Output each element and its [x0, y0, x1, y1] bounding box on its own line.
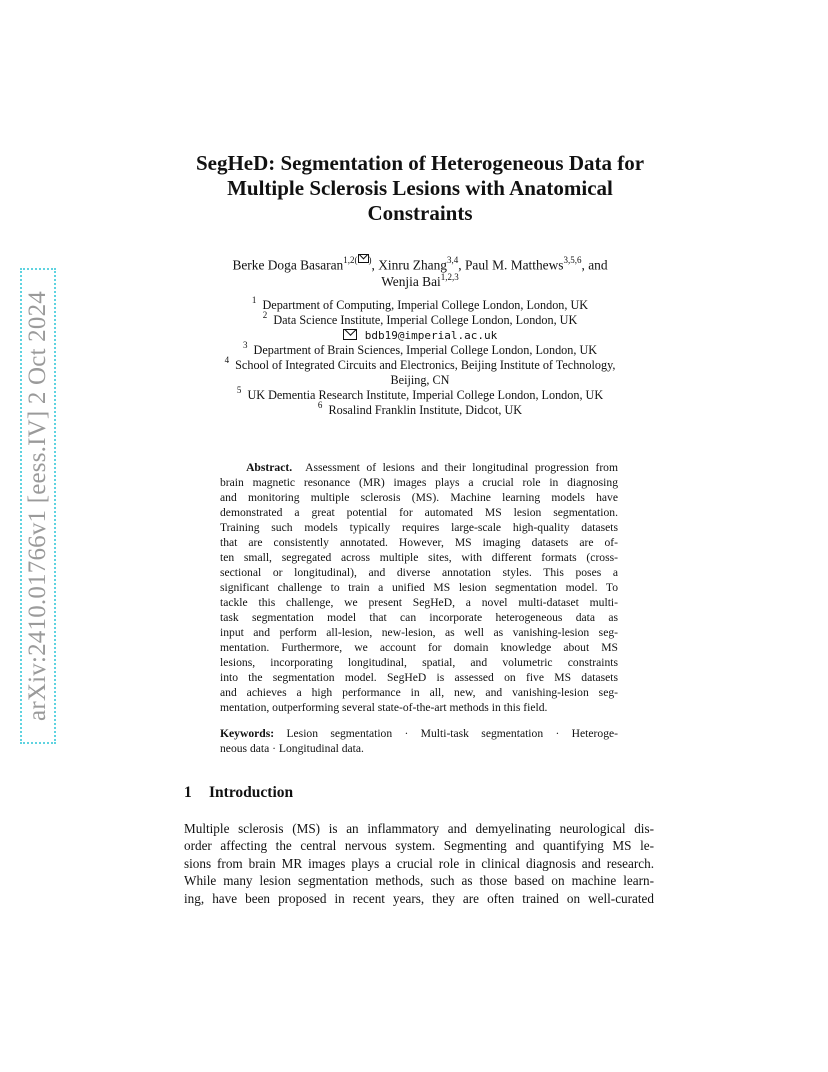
section-title: Introduction [209, 784, 294, 801]
title-line: Multiple Sclerosis Lesions with Anatomical [227, 176, 613, 200]
title-line: SegHeD: Segmentation of Heterogeneous Data for [195, 151, 645, 175]
abstract-line: sectional or longitudinal), and diverse annotation styles. This poses a [220, 566, 618, 579]
abstract-line: Abstract. Assessment of lesions and their longitudinal progression from [246, 461, 618, 474]
abstract [220, 460, 618, 715]
intro-paragraph [184, 820, 654, 907]
keywords-line: neous data · Longitudinal data. [220, 742, 364, 755]
abstract-line: task segmentation model that can incorporate heterogeneous data as [220, 611, 618, 624]
author-name: Berke Doga Basaran [232, 257, 344, 273]
affiliation-5: $^5$ UK Dementia Research Institute, Imperial College London, London, UK [236, 384, 604, 402]
author-line-1 [180, 255, 660, 273]
affiliation-4-cont: Beijing, CN [390, 373, 450, 387]
author-affil-sup: 1,2( ) [343, 255, 372, 265]
corresponding-email [180, 328, 660, 343]
body-line: Multiple sclerosis (MS) is an inflammatory and demyelinating neurological dis- [184, 821, 654, 836]
watermark-text: arXiv:2410.01766v1 [eess.IV] 2 Oct 2024 [24, 291, 51, 721]
abstract-line: that are consistently annotated. However, MS imaging datasets are of- [220, 536, 618, 549]
abstract-line: tackle this challenge, we present SegHeD, a novel multi-dataset multi- [220, 596, 618, 609]
title-line: Constraints [367, 201, 473, 225]
affiliation-3: $^3$ Department of Brain Sciences, Imperial College London, London, UK [242, 339, 598, 357]
paper-title [160, 151, 680, 226]
section-heading [184, 784, 293, 802]
abstract-line: and monitoring multiple sclerosis (MS). Machine learning models have [220, 491, 618, 504]
affiliation-list [180, 294, 660, 418]
author-affil-sup: 3,4 [447, 255, 459, 265]
envelope-icon [358, 254, 369, 263]
author-name: , Paul M. Matthews [458, 257, 564, 273]
body-line: While many lesion segmentation methods, such as those based on machine learn- [184, 873, 654, 889]
affiliation-6: $^6$ Rosalind Franklin Institute, Didcot, UK [317, 399, 523, 417]
abstract-line: mentation, outperforming several state-of-the-art methods in this field. [220, 701, 548, 714]
author-name: Wenjia Bai [381, 274, 441, 290]
author-affil-sup: 3,5,6 [563, 255, 582, 265]
abstract-line: brain magnetic resonance (MR) images plays a crucial role in diagnosing [220, 476, 618, 489]
abstract-line: mentation. Furthermore, we account for domain knowledge about MS [220, 641, 618, 654]
abstract-line: significant challenge to train a unified MS lesion segmentation model. To [220, 581, 618, 594]
author-conjunction: , and [581, 257, 608, 273]
body-line: ing, have been proposed in recent years, they are often trained on well-curated [184, 890, 654, 906]
email-link[interactable]: bdb19@imperial.ac.uk [364, 329, 498, 342]
keywords [220, 726, 618, 756]
affiliation-4: $^4$ School of Integrated Circuits and Electronics, Beijing Institute of Technology, [224, 354, 616, 372]
author-list [180, 255, 660, 290]
affiliation-2: $^2$ Data Science Institute, Imperial College London, London, UK [262, 309, 578, 327]
envelope-icon [343, 329, 357, 340]
abstract-line: lesions, incorporating longitudinal, spatial, and volumetric constraints [220, 656, 618, 669]
body-line: order affecting the central nervous system. Segmenting and quantifying MS le- [184, 838, 654, 854]
author-affil-sup: 1,2,3 [440, 272, 459, 282]
abstract-line: into the segmentation model. SegHeD is assessed on five MS datasets [220, 671, 618, 684]
abstract-label: Abstract. [246, 461, 293, 474]
abstract-line: input and perform all-lesion, new-lesion, as well as vanishing-lesion seg- [220, 626, 618, 639]
abstract-line: and achieves a high performance in all, new, and vanishing-lesion seg- [220, 686, 618, 699]
affiliation-1: $^1$ Department of Computing, Imperial College London, London, UK [251, 294, 589, 312]
keywords-label: Keywords: [220, 727, 275, 740]
abstract-line: demonstrated a great potential for automated MS lesion segmentation. [220, 506, 618, 519]
arxiv-watermark [20, 268, 56, 744]
abstract-line: Training such models typically requires large-scale high-quality datasets [220, 521, 618, 534]
keywords-line: Keywords: Lesion segmentation · Multi-task segmentation · Heteroge- [220, 727, 618, 740]
section-number: 1 [184, 784, 192, 801]
abstract-line: ten small, segregated across multiple sites, with different formats (cross- [220, 551, 618, 564]
author-line-2 [180, 273, 660, 290]
body-line: sions from brain MR images plays a crucial role in clinical diagnosis and research. [184, 855, 654, 871]
author-name: , Xinru Zhang [371, 257, 447, 273]
